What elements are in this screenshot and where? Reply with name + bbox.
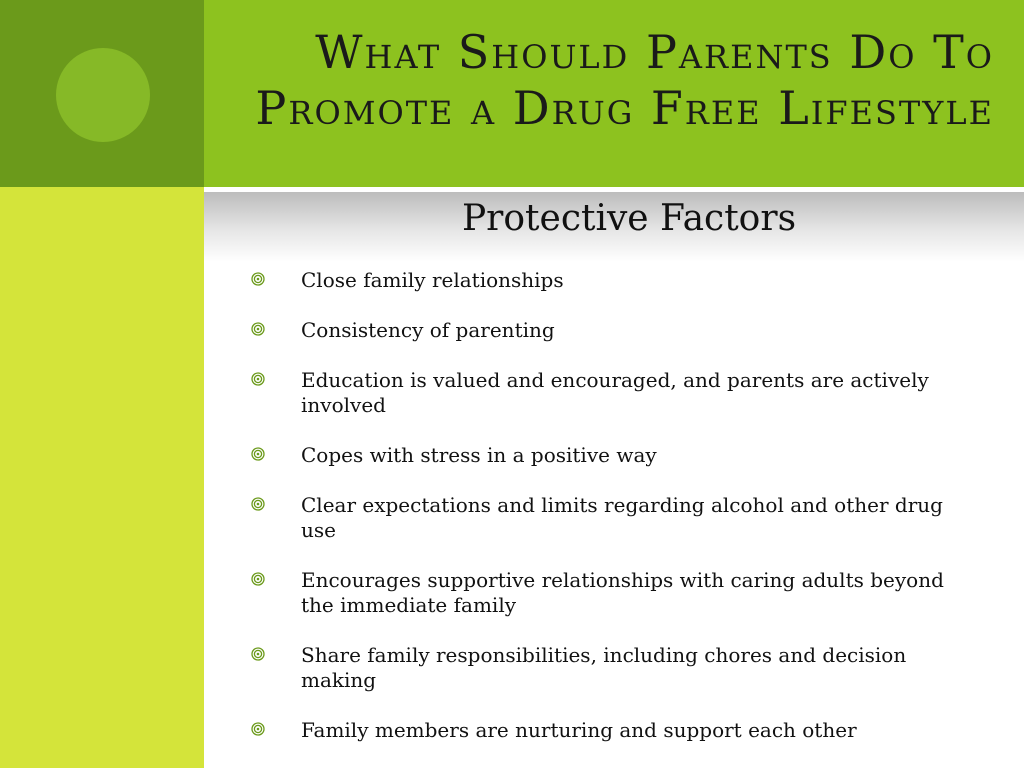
bullet-icon	[251, 272, 265, 286]
bullet-text: Family members are nurturing and support each other	[301, 718, 857, 742]
bullet-text: Consistency of parenting	[301, 318, 555, 342]
bullet-item	[251, 568, 951, 618]
bullet-list	[251, 268, 951, 768]
bullet-item	[251, 368, 951, 418]
slide-title-line-2: Promote a Drug Free Lifestyle	[255, 81, 994, 135]
left-sidebar	[0, 187, 204, 768]
slide-title-line-1: What Should Parents Do To	[315, 25, 994, 79]
bullet-icon	[251, 447, 265, 461]
bullet-item	[251, 493, 951, 543]
bullet-text: Encourages supportive relationships with caring adults beyond the immediate family	[301, 568, 944, 617]
bullet-item	[251, 268, 951, 293]
bullet-text: Education is valued and encouraged, and parents are actively involved	[301, 368, 929, 417]
bullet-icon	[251, 722, 265, 736]
bullet-icon	[251, 322, 265, 336]
bullet-icon	[251, 497, 265, 511]
bullet-item	[251, 643, 951, 693]
bullet-item	[251, 443, 951, 468]
bullet-icon	[251, 572, 265, 586]
bullet-text: Close family relationships	[301, 268, 564, 292]
bullet-text: Clear expectations and limits regarding alcohol and other drug use	[301, 493, 943, 542]
bullet-icon	[251, 372, 265, 386]
bullet-text: Copes with stress in a positive way	[301, 443, 657, 467]
slide-title	[14, 24, 994, 136]
bullet-item	[251, 718, 951, 743]
bullet-icon	[251, 647, 265, 661]
bullet-text: Share family responsibilities, including chores and decision making	[301, 643, 907, 692]
bullet-item	[251, 318, 951, 343]
slide-subtitle: Protective Factors	[461, 198, 797, 239]
